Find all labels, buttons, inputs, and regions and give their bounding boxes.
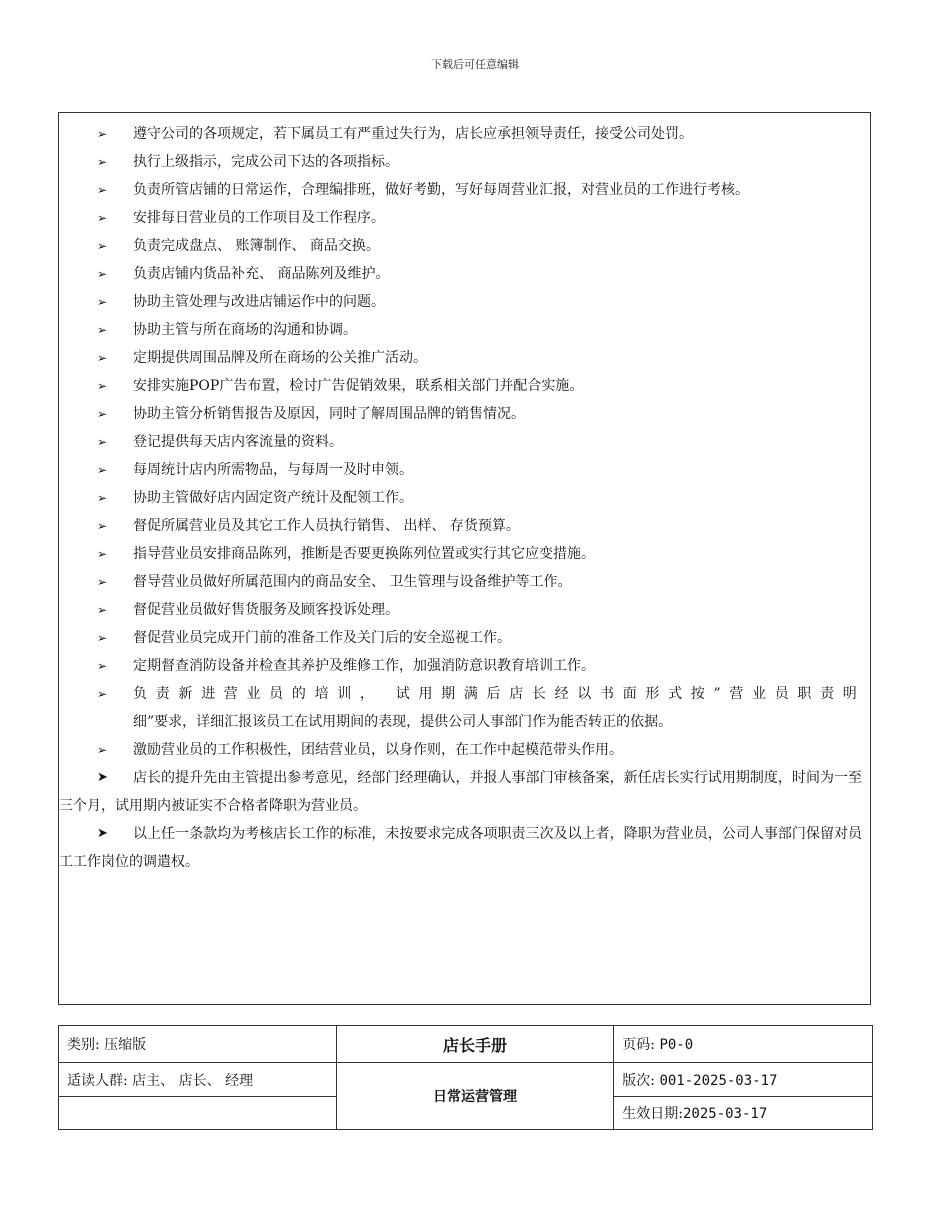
duty-item-training: [97, 680, 862, 736]
duty-item: [97, 624, 862, 652]
duty-text: 协助主管处理与改进店铺运作中的问题。: [133, 294, 385, 310]
category-cell: [59, 1026, 337, 1063]
duty-text: 负责完成盘点、 账簿制作、 商品交换。: [133, 238, 380, 254]
arrow-right-icon: ➢: [97, 127, 108, 141]
duty-item: [97, 484, 862, 512]
duty-item: [97, 120, 862, 148]
page-header-note: 下载后可任意编辑: [431, 58, 519, 71]
arrow-right-icon: ➢: [97, 239, 108, 253]
duty-text: 定期督查消防设备并检查其养护及维修工作，加强消防意识教育培训工作。: [133, 658, 595, 674]
arrow-right-icon: ➢: [97, 659, 108, 673]
duty-item: [97, 344, 862, 372]
duty-item: [97, 512, 862, 540]
duty-item: [97, 596, 862, 624]
duty-text: 协助主管分析销售报告及原因，同时了解周围品牌的销售情况。: [133, 406, 525, 422]
paragraph-text: 以上任一条款均为考核店长工作的标准，未按要求完成各项职责三次及以上者，降职为营业员，公司人事部门保留对员工工作岗位的调遣权。: [59, 826, 862, 870]
duty-text: 督促营业员做好售货服务及顾客投诉处理。: [133, 602, 399, 618]
duty-text: 协助主管与所在商场的沟通和协调。: [133, 322, 357, 338]
duty-text: 执行上级指示，完成公司下达的各项指标。: [133, 154, 399, 170]
effective-date-cell: [614, 1097, 873, 1130]
empty-cell: [59, 1097, 337, 1130]
duty-text: 每周统计店内所需物品，与每周一及时申领。: [133, 462, 413, 478]
duty-item: [97, 652, 862, 680]
arrow-right-icon: ➢: [97, 211, 108, 225]
duty-text: 督促所属营业员及其它工作人员执行销售、 出样、 存货预算。: [133, 518, 520, 534]
duty-text: 安排实施POP广告布置，检讨广告促销效果，联系相关部门并配合实施。: [133, 378, 584, 394]
audience-value: 店主、 店长、 经理: [132, 1072, 254, 1089]
effective-value: 2025-03-17: [682, 1106, 768, 1122]
duty-item: [97, 428, 862, 456]
version-value: 001-2025-03-17: [659, 1072, 778, 1089]
duty-text: 激励营业员的工作积极性，团结营业员，以身作则，在工作中起模范带头作用。: [133, 742, 623, 758]
duty-text: 协助主管做好店内固定资产统计及配领工作。: [133, 490, 413, 506]
duty-item: [97, 568, 862, 596]
duty-item: [97, 176, 862, 204]
duty-item: [97, 260, 862, 288]
duties-content-box: [58, 112, 871, 1005]
duty-item: [97, 400, 862, 428]
version-cell: [614, 1063, 873, 1097]
duty-item: [97, 148, 862, 176]
arrow-right-icon: ➢: [97, 743, 108, 757]
category-value: 压缩版: [104, 1037, 147, 1053]
arrow-right-icon: ➢: [97, 603, 108, 617]
duty-item-motivation: [97, 736, 862, 764]
duty-item: [97, 204, 862, 232]
paragraph-promotion: [59, 764, 862, 820]
duty-item: [97, 540, 862, 568]
arrow-right-icon: ➢: [97, 519, 108, 533]
arrow-right-icon: ➢: [97, 463, 108, 477]
duty-text: 负责所管店铺的日常运作，合理编排班，做好考勤，写好每周营业汇报，对营业员的工作进行考核。: [133, 182, 749, 198]
duty-text: 督促营业员完成开门前的准备工作及关门后的安全巡视工作。: [133, 630, 511, 646]
arrow-right-icon: ➢: [97, 183, 108, 197]
paragraph-evaluation: [59, 820, 862, 876]
duty-item: [97, 288, 862, 316]
arrow-right-icon: ➢: [97, 547, 108, 561]
arrow-right-icon: ➢: [97, 351, 108, 365]
duty-text: 指导营业员安排商品陈列，推断是否要更换陈列位置或实行其它应变措施。: [133, 546, 595, 562]
duty-text: 定期提供周围品牌及所在商场的公关推广活动。: [133, 350, 427, 366]
duty-item: [97, 316, 862, 344]
duty-text: 登记提供每天店内客流量的资料。: [133, 434, 343, 450]
duty-text: 遵守公司的各项规定，若下属员工有严重过失行为，店长应承担领导责任，接受公司处罚。: [133, 126, 693, 142]
effective-label: 生效日期:: [622, 1106, 683, 1122]
arrow-right-bold-icon: ➤: [97, 770, 108, 785]
arrow-right-icon: ➢: [97, 295, 108, 309]
category-label: 类别:: [67, 1037, 100, 1053]
duty-item: [97, 232, 862, 260]
document-subtitle: 日常运营管理: [336, 1063, 614, 1130]
arrow-right-icon: ➢: [97, 267, 108, 281]
duty-item: [97, 456, 862, 484]
page-label: 页码:: [622, 1037, 655, 1053]
arrow-right-icon: ➢: [97, 575, 108, 589]
training-duty-line1: 负责新进营业员的培训， 试用期满后店长经以书面形式按”营业员职责明: [133, 686, 862, 702]
audience-cell: [59, 1063, 337, 1097]
arrow-right-icon: ➢: [97, 687, 108, 701]
duty-text: 督导营业员做好所属范围内的商品安全、 卫生管理与设备维护等工作。: [133, 574, 572, 590]
training-duty-line2: 细”要求，详细汇报该员工在试用期间的表现，提供公司人事部门作为能否转正的依据。: [133, 714, 673, 730]
duty-item: [97, 372, 862, 400]
paragraph-text: 店长的提升先由主管提出参考意见，经部门经理确认，并报人事部门审核备案，新任店长实行试用期制度，时间为一至三个月，试用期内被证实不合格者降职为营业员。: [59, 770, 862, 814]
document-title: 店长手册: [336, 1026, 614, 1063]
arrow-right-icon: ➢: [97, 407, 108, 421]
arrow-right-bold-icon: ➤: [97, 826, 108, 841]
arrow-right-icon: ➢: [97, 435, 108, 449]
document-footer-table: [58, 1025, 873, 1130]
audience-label: 适读人群:: [67, 1072, 128, 1089]
duty-text: 负责店铺内货品补充、 商品陈列及维护。: [133, 266, 390, 282]
arrow-right-icon: ➢: [97, 631, 108, 645]
arrow-right-icon: ➢: [97, 379, 108, 393]
duty-list: [97, 120, 862, 680]
page-number-cell: [614, 1026, 873, 1063]
arrow-right-icon: ➢: [97, 323, 108, 337]
duty-text: 安排每日营业员的工作项目及工作程序。: [133, 210, 385, 226]
page-value: P0-0: [659, 1037, 694, 1053]
version-label: 版次:: [622, 1072, 655, 1089]
arrow-right-icon: ➢: [97, 155, 108, 169]
arrow-right-icon: ➢: [97, 491, 108, 505]
